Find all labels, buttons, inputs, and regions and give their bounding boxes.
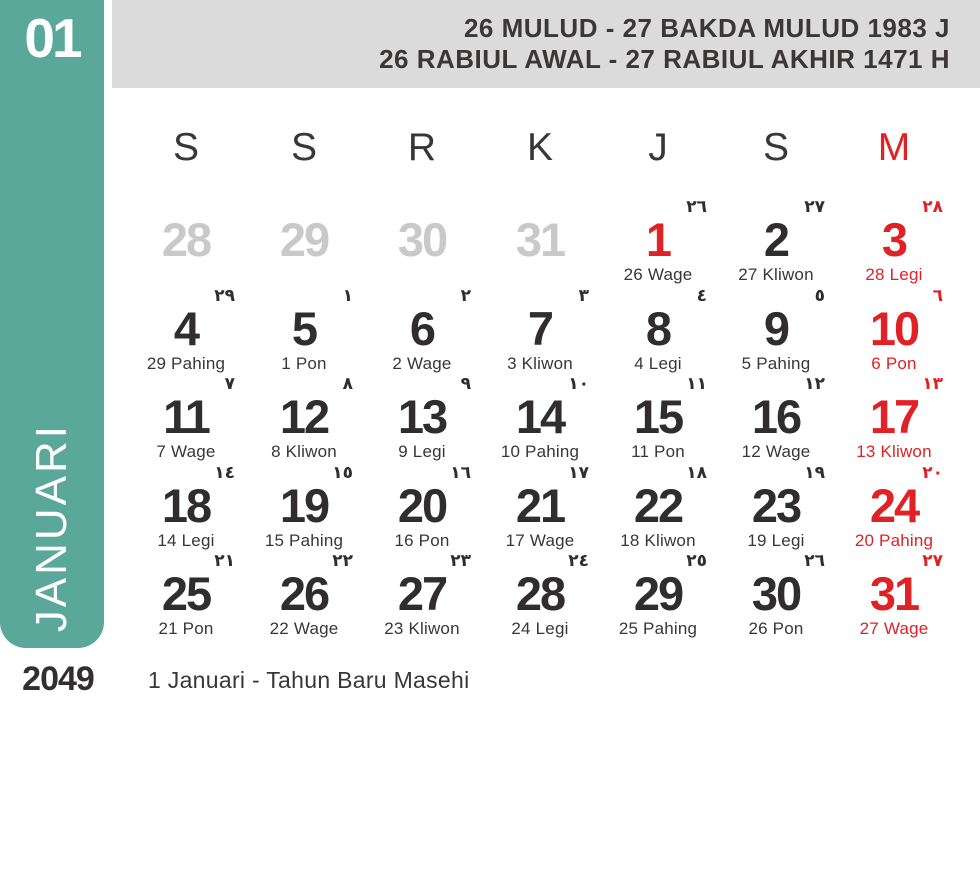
javanese-date: 6 Pon [871,353,917,373]
day-cell-normal-5 [245,284,363,373]
hijri-date: ٢٤ [568,551,589,572]
javanese-date: 28 Legi [865,265,923,284]
month-number: 01 [24,7,80,69]
gregorian-date: 31 [869,567,919,621]
javanese-date: 15 Pahing [264,530,344,550]
gregorian-date: 21 [515,478,565,532]
day-cell-normal-6 [363,284,481,373]
javanese-date: 27 Wage [859,619,929,639]
javanese-date: 2 Wage [392,353,452,373]
day-cell-prev-29 [245,195,363,284]
hijri-date: ٢٨ [922,197,943,217]
gregorian-date: 6 [409,301,435,355]
day-cell-normal-26 [245,549,363,638]
hijri-date: ١٨ [686,462,707,483]
hijri-date: ٢٥ [686,551,707,572]
hijri-date: ٢٩ [214,285,235,306]
gregorian-date: 25 [161,567,211,621]
hijri-month-range: 26 RABIUL AWAL - 27 RABIUL AKHIR 1471 H [379,44,950,74]
hijri-date: ١٠ [568,374,589,395]
month-name-vertical: JANUARI [27,422,76,632]
gregorian-date: 4 [173,301,199,355]
hijri-date: ٢٦ [804,551,825,572]
gregorian-date: 28 [515,567,565,621]
javanese-date: 29 Pahing [146,353,226,373]
weekday-1-s: S [290,126,317,169]
hijri-date: ٤ [696,285,707,306]
javanese-date: 16 Pon [394,530,450,550]
hijri-date: ١٩ [804,462,825,483]
day-cell-prev-30 [363,195,481,284]
hijri-date: ١١ [686,374,707,395]
day-cell-normal-29 [599,549,717,638]
javanese-month-range: 26 MULUD - 27 BAKDA MULUD 1983 J [463,13,950,43]
javanese-date: 26 Wage [623,265,693,284]
javanese-date: 12 Wage [741,442,811,462]
javanese-date: 26 Pon [748,619,804,639]
hijri-date: ٧ [224,374,235,395]
hijri-date: ١٢ [804,374,825,395]
hijri-date: ٨ [342,374,353,395]
gregorian-date: 27 [397,567,447,621]
gregorian-date: 23 [751,478,801,532]
hijri-date: ١ [342,285,353,306]
gregorian-date: 16 [751,390,801,444]
gregorian-date: 14 [515,390,565,444]
day-cell-normal-8 [599,284,717,373]
gregorian-date: 31 [515,213,565,266]
gregorian-date: 30 [751,567,801,621]
gregorian-date: 24 [869,478,919,532]
month-sidebar [0,0,104,648]
gregorian-date: 26 [279,567,329,621]
hijri-date: ٢٦ [686,197,707,217]
hijri-date: ٢٧ [922,551,943,572]
javanese-date: 5 Pahing [741,353,811,373]
hijri-date: ٢١ [214,551,235,572]
gregorian-date: 29 [633,567,683,621]
gregorian-date: 1 [645,213,671,266]
javanese-date: 19 Legi [747,530,805,550]
weekday-0-s: S [172,126,199,169]
day-cell-normal-12 [245,372,363,461]
day-cell-normal-22 [599,461,717,550]
day-cell-normal-20 [363,461,481,550]
gregorian-date: 8 [645,301,671,355]
day-cell-normal-9 [717,284,835,373]
gregorian-date: 10 [869,301,919,355]
gregorian-date: 11 [163,390,209,444]
javanese-date: 3 Kliwon [507,353,573,373]
javanese-date: 17 Wage [505,530,575,550]
hijri-date: ٢ [460,285,471,306]
javanese-date: 25 Pahing [618,619,698,639]
javanese-date: 7 Wage [156,442,216,462]
hijri-date: ١٣ [922,374,943,395]
javanese-date: 11 Pon [631,442,685,462]
javanese-date: 4 Legi [634,353,682,373]
hijri-date: ٥ [814,285,825,306]
gregorian-date: 12 [279,390,329,444]
javanese-date: 10 Pahing [500,442,580,462]
hijri-date: ٦ [932,285,943,306]
gregorian-date: 3 [881,213,907,266]
hijri-date: ٢٧ [804,197,825,217]
weekday-5-s: S [762,126,789,169]
day-cell-normal-19 [245,461,363,550]
day-cell-sunday-10 [835,284,953,373]
day-cell-normal-28 [481,549,599,638]
gregorian-date: 17 [869,390,919,444]
gregorian-date: 5 [291,301,317,355]
day-cell-sunday-3 [835,195,953,284]
islamic-javanese-month-banner [112,0,980,88]
hijri-date: ١٦ [450,462,471,483]
weekday-6-m: M [877,126,911,169]
day-cell-prev-28 [127,195,245,284]
hijri-date: ١٤ [214,462,235,483]
weekday-3-k: K [526,126,553,169]
gregorian-date: 22 [633,478,683,532]
day-cell-sunday-24 [835,461,953,550]
javanese-date: 13 Kliwon [856,442,932,462]
javanese-date: 14 Legi [157,530,215,550]
gregorian-date: 13 [397,390,447,444]
hijri-date: ١٥ [332,462,353,483]
day-cell-normal-2 [717,195,835,284]
day-cell-normal-13 [363,372,481,461]
day-cell-normal-11 [127,372,245,461]
javanese-date: 18 Kliwon [620,530,696,550]
day-cell-prev-31 [481,195,599,284]
holiday-note: 1 Januari - Tahun Baru Masehi [148,667,470,693]
gregorian-date: 20 [397,478,447,532]
javanese-date: 22 Wage [269,619,339,639]
day-cell-normal-15 [599,372,717,461]
hijri-date: ٢٢ [332,551,353,572]
gregorian-date: 2 [763,213,789,266]
day-cell-normal-30 [717,549,835,638]
day-cell-normal-21 [481,461,599,550]
javanese-date: 8 Kliwon [271,442,337,462]
year-label: 2049 [22,660,94,698]
javanese-date: 24 Legi [511,619,569,639]
day-cell-holiday-1 [599,195,717,284]
day-cell-normal-27 [363,549,481,638]
hijri-date: ١٧ [568,462,589,483]
javanese-date: 23 Kliwon [384,619,460,639]
weekday-2-r: R [407,126,437,169]
day-cell-normal-4 [127,284,245,373]
gregorian-date: 9 [763,301,789,355]
weekday-4-j: J [648,126,668,169]
gregorian-date: 18 [161,478,211,532]
day-cell-normal-7 [481,284,599,373]
gregorian-date: 15 [633,390,683,444]
gregorian-date: 29 [279,213,329,266]
weekday-row [127,122,953,174]
gregorian-date: 19 [279,478,329,532]
javanese-date: 9 Legi [398,442,446,462]
hijri-date: ٣ [578,285,589,306]
hijri-date: ٢٠ [922,462,943,483]
day-cell-normal-23 [717,461,835,550]
hijri-date: ٢٣ [450,551,471,572]
calendar-grid [127,195,953,638]
day-cell-sunday-17 [835,372,953,461]
gregorian-date: 30 [397,213,447,266]
gregorian-date: 28 [161,213,211,266]
javanese-date: 20 Pahing [854,530,934,550]
day-cell-normal-14 [481,372,599,461]
javanese-date: 27 Kliwon [738,265,814,284]
day-cell-normal-18 [127,461,245,550]
day-cell-sunday-31 [835,549,953,638]
day-cell-normal-25 [127,549,245,638]
day-cell-normal-16 [717,372,835,461]
gregorian-date: 7 [527,301,553,355]
javanese-date: 21 Pon [158,619,214,639]
hijri-date: ٩ [460,374,471,395]
javanese-date: 1 Pon [281,353,327,373]
